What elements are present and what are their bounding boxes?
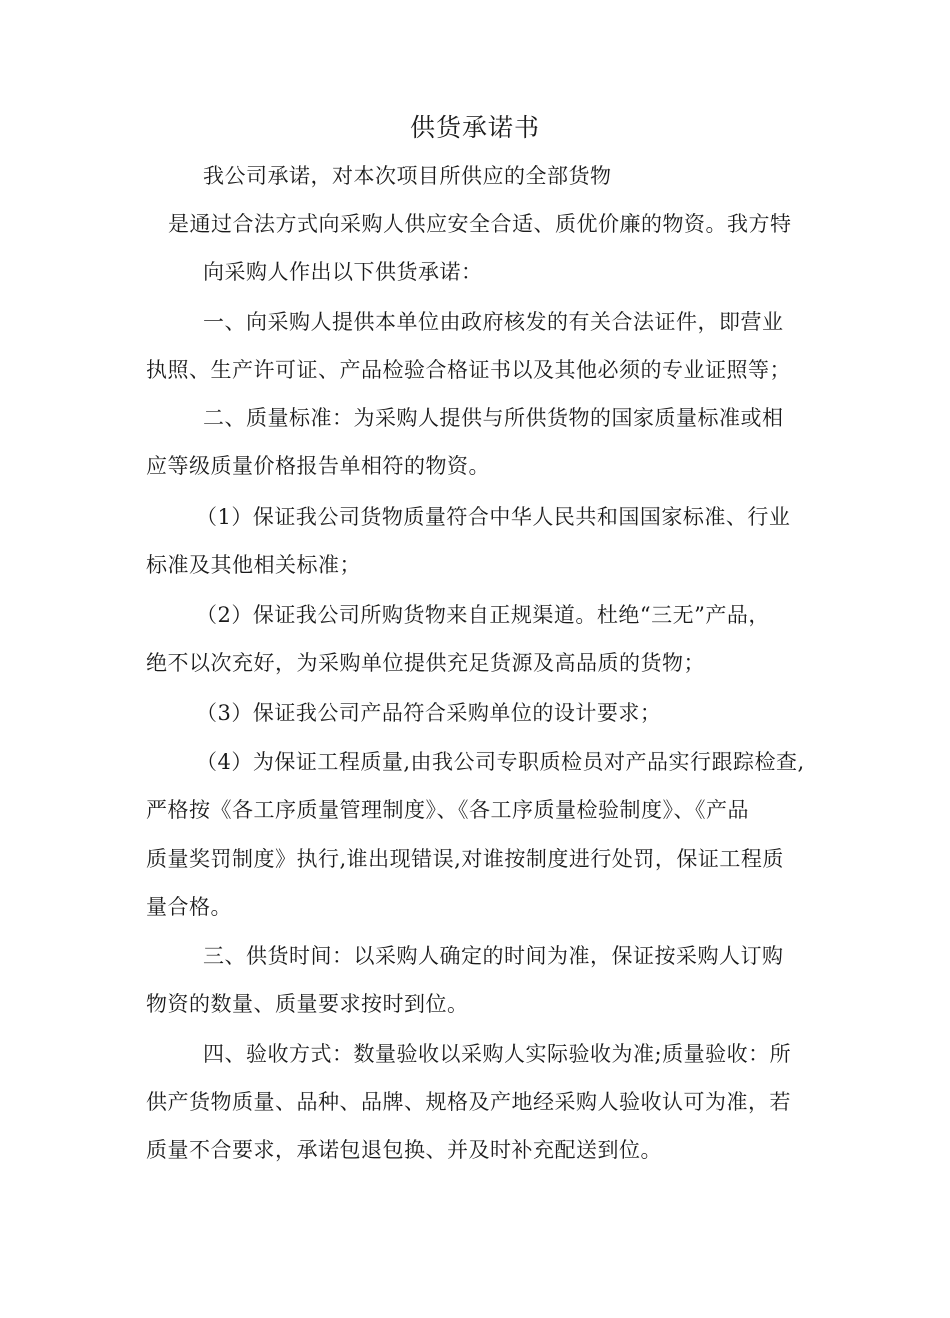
paragraph-line: 质量奖罚制度》执行,谁出现错误,对谁按制度进行处罚，保证工程质: [146, 847, 784, 871]
paragraph-line: 质量不合要求，承诺包退包换、并及时补充配送到位。: [146, 1138, 662, 1162]
paragraph-line: 严格按《各工序质量管理制度》、《各工序质量检验制度》、《产品: [146, 798, 749, 822]
paragraph-line: 供产货物质量、品种、品牌、规格及产地经采购人验收认可为准，若: [146, 1090, 791, 1114]
paragraph-line: （3）保证我公司产品符合采购单位的设计要求；: [196, 701, 662, 725]
paragraph-line: 是通过合法方式向采购人供应安全合适、质优价廉的物资。我方特: [168, 212, 792, 236]
paragraph-line: 一、向采购人提供本单位由政府核发的有关合法证件，即营业: [203, 310, 784, 334]
paragraph-line: 绝不以次充好，为采购单位提供充足货源及高品质的货物；: [146, 651, 705, 675]
paragraph-line: 向采购人作出以下供货承诺：: [203, 260, 483, 284]
paragraph-line: （2）保证我公司所购货物来自正规渠道。杜绝“三无”产品，: [196, 603, 770, 627]
paragraph-line: 三、供货时间：以采购人确定的时间为准，保证按采购人订购: [203, 944, 784, 968]
paragraph-line: 我公司承诺，对本次项目所供应的全部货物: [203, 164, 612, 188]
paragraph-line: （4）为保证工程质量,由我公司专职质检员对产品实行跟踪检查,: [196, 750, 805, 774]
paragraph-line: （1）保证我公司货物质量符合中华人民共和国国家标准、行业: [196, 505, 791, 529]
document-title: 供货承诺书: [409, 113, 540, 142]
paragraph-line: 标准及其他相关标准；: [146, 553, 361, 577]
paragraph-line: 应等级质量价格报告单相符的物资。: [146, 454, 490, 478]
paragraph-line: 二、质量标准：为采购人提供与所供货物的国家质量标准或相: [203, 406, 784, 430]
paragraph-line: 四、验收方式：数量验收以采购人实际验收为准;质量验收：所: [203, 1042, 792, 1066]
paragraph-line: 执照、生产许可证、产品检验合格证书以及其他必须的专业证照等；: [146, 358, 791, 382]
paragraph-line: 量合格。: [146, 895, 232, 919]
paragraph-line: 物资的数量、质量要求按时到位。: [146, 992, 469, 1016]
